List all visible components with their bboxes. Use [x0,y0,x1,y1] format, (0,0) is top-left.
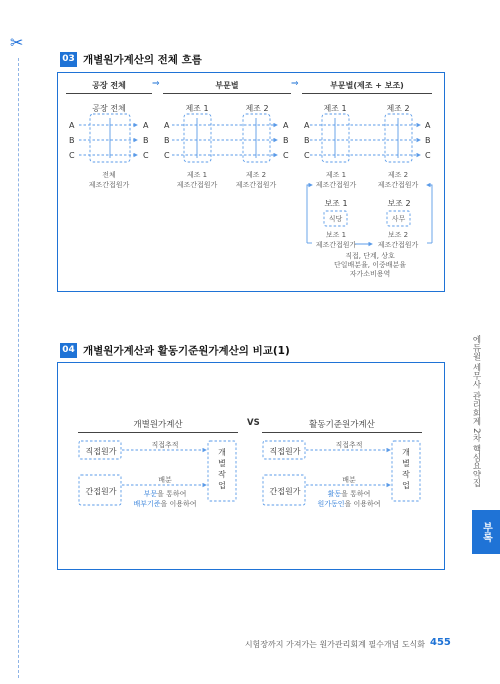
dept-2-caption-line1: 제조 2 [387,171,409,179]
support-1-label: 보조 1 [324,199,348,208]
left-direct-cost: 직접원가 [85,447,117,456]
row-label-c: C [143,151,149,160]
support-note-line1: 직접, 단계, 상호 [345,252,395,260]
scissors-icon: ✂ [10,33,24,52]
right-indirect-cost: 간접원가 [269,487,301,496]
right-target-job: 개별작업 [402,448,410,490]
plant-label: 공장 전체 [92,104,126,113]
row-label-b: B [425,136,431,145]
section-title: 개별원가계산의 전체 흐름 [83,53,202,66]
right-method-line2: 원가동인을 이용하여 [317,500,381,508]
row-label-c: C [304,151,310,160]
support-2-caption-line2: 제조간접원가 [377,241,419,249]
left-title: 개별원가계산 [133,420,183,430]
left-indirect-cost: 간접원가 [85,487,117,496]
section-number: 03 [60,52,77,67]
support-note-line2: 단일배분율, 이중배분율 [333,261,407,269]
left-target-job: 개별작업 [218,448,226,490]
plant-caption-line1: 전체 [102,171,116,179]
page-number: 455 [430,637,451,648]
vs-label: VS [247,418,260,428]
row-label-b: B [283,136,289,145]
support-2-inner: 사무 [391,215,406,223]
arrow-right-icon: ⇒ [152,79,160,89]
row-label-b: B [69,136,75,145]
support-note-line3: 자가소비용역 [349,270,391,278]
support-2-label: 보조 2 [387,199,411,208]
support-2-caption-line1: 보조 2 [387,231,409,239]
footer-text: 시험장까지 가져가는 원가관리회계 필수개념 도식화 [244,640,425,649]
arrow-right-icon: ⇒ [291,79,299,89]
row-label-b: B [164,136,170,145]
row-label-a: A [304,121,310,130]
plant-caption-line2: 제조간접원가 [88,181,130,189]
dept-2-caption-line2: 제조간접원가 [235,181,277,189]
support-1-inner: 식당 [328,215,343,223]
support-1-caption-line1: 보조 1 [325,231,347,239]
section-title: 개별원가계산과 활동기준원가계산의 비교(1) [83,344,290,357]
row-label-c: C [164,151,170,160]
right-direct-arrow-label: 직접추적 [335,441,363,449]
dept-1-caption-line2: 제조간접원가 [176,181,218,189]
row-label-c: C [283,151,289,160]
divider [262,432,422,433]
stage-header-dept: 부문별 [215,81,239,90]
support-1-caption-line2: 제조간접원가 [315,241,357,249]
side-vertical-title: 에듀윌 세무사 관리회계 2차 핵심요약집 [471,335,481,488]
dept-1-caption-line1: 제조 1 [325,171,347,179]
row-label-a: A [283,121,289,130]
row-label-a: A [164,121,170,130]
row-label-c: C [69,151,75,160]
left-direct-arrow-label: 직접추적 [151,441,179,449]
row-label-a: A [143,121,149,130]
section-number: 04 [60,343,77,358]
dept-1-label: 제조 1 [185,104,209,113]
dept-2-label: 제조 2 [245,104,269,113]
left-method-line1: 부문을 통하여 [143,490,187,498]
right-direct-cost: 직접원가 [269,447,301,456]
right-method-line1: 활동을 통하여 [327,490,371,498]
dept-1-label: 제조 1 [323,104,347,113]
row-label-a: A [425,121,431,130]
stage-header-plant: 공장 전체 [92,81,126,90]
row-label-b: B [143,136,149,145]
appendix-tab: 부록 [472,510,500,554]
dept-2-caption-line1: 제조 2 [245,171,267,179]
left-method-line2: 배부기준을 이용하여 [133,500,197,508]
right-indirect-arrow-label: 배분 [342,476,356,484]
dept-1-caption-line2: 제조간접원가 [315,181,357,189]
left-indirect-arrow-label: 배분 [158,476,172,484]
right-title: 활동기준원가계산 [309,420,375,430]
stage-header-dept-support: 부문별(제조 + 보조) [330,81,404,90]
dept-2-caption-line2: 제조간접원가 [377,181,419,189]
row-label-b: B [304,136,310,145]
row-label-a: A [69,121,75,130]
row-label-c: C [425,151,431,160]
dept-1-caption-line1: 제조 1 [186,171,208,179]
dept-2-label: 제조 2 [386,104,410,113]
